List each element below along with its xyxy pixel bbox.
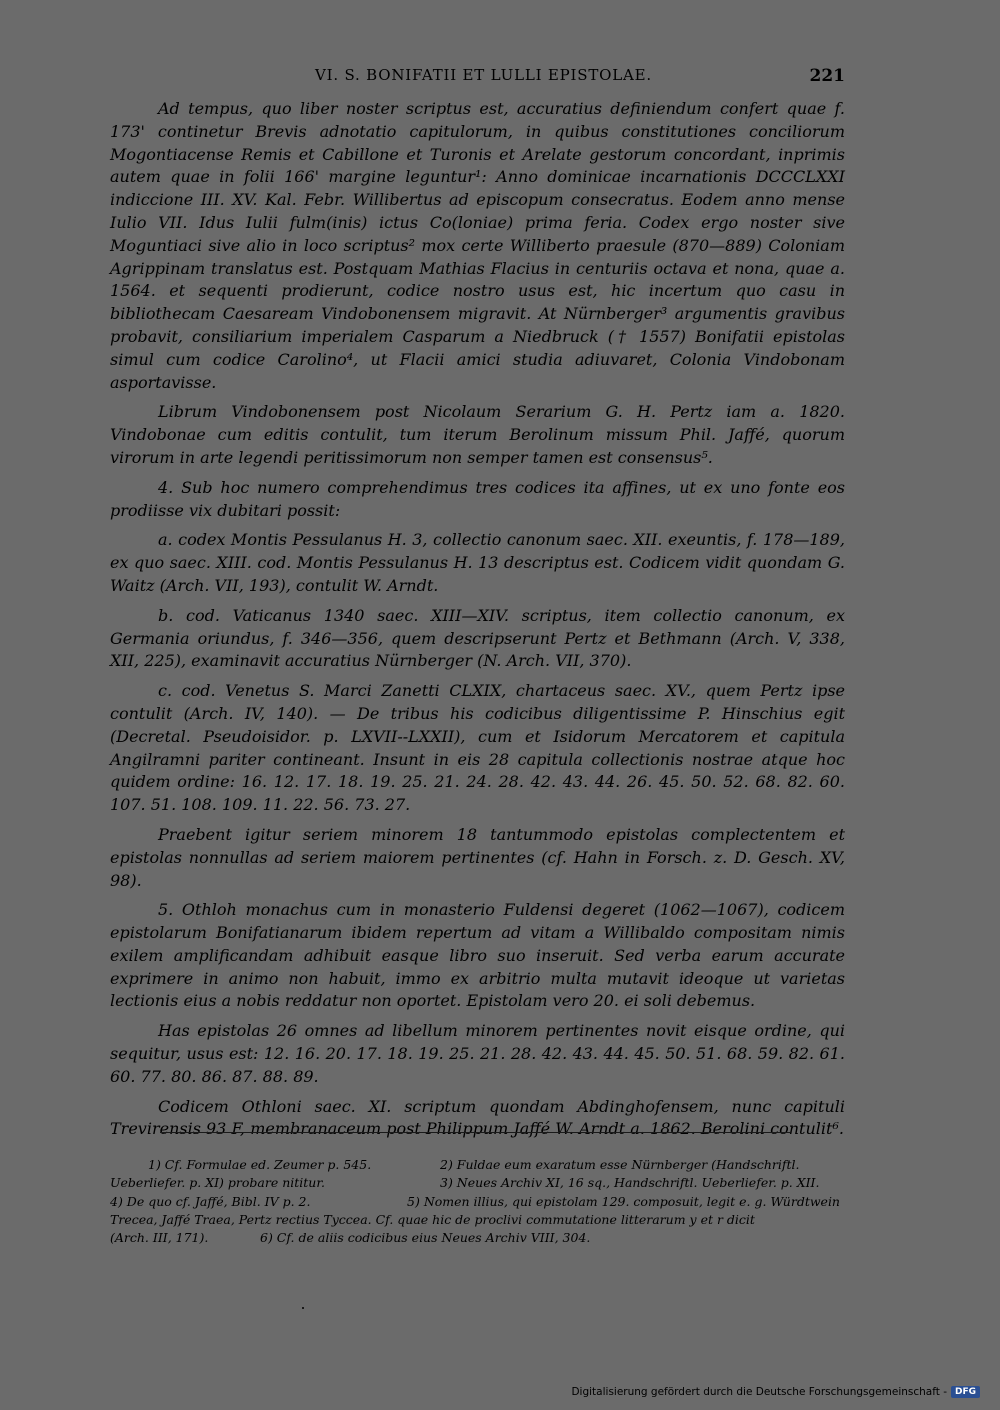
running-head: VI. S. BONIFATII ET LULLI EPISTOLAE. — [315, 66, 652, 84]
footnote-2-continued: Ueberliefer. p. XI) probare nititur. — [110, 1175, 325, 1191]
footnote-row — [110, 1156, 840, 1174]
footnote-row — [110, 1229, 840, 1247]
paragraph: b. cod. Vaticanus 1340 saec. XIII—XIV. scriptus, item collectio canonum, ex Germania oriundus, f. 346—356, quem descripserunt Pertz et Bethmann (Arch. V, 338, XII, 225), examinavit accuratius Nürnberger (N. Arch. VII, 370). — [110, 605, 845, 671]
dfg-logo: DFG — [951, 1386, 980, 1398]
page-header — [110, 62, 845, 92]
footnote-1: 1) Cf. Formulae ed. Zeumer p. 545. — [148, 1157, 372, 1172]
main-text — [110, 98, 845, 1148]
paragraph: Praebent igitur seriem minorem 18 tantummodo epistolas complectentem et epistolas nonnullas ad seriem maiorem pertinentes (cf. Hahn in Forsch. z. D. Gesch. XV, 98). — [110, 824, 845, 890]
footnote-4: 4) De quo cf. Jaffé, Bibl. IV p. 2. — [110, 1193, 311, 1209]
page-number: 221 — [809, 66, 845, 86]
paragraph: Has epistolas 26 omnes ad libellum minorem pertinentes novit eisque ordine, qui sequitur, usus est: 12. 16. 20. 17. 18. 19. 25. 21. 28. 42. 43. 44. 45. 50. 51. 68. 59. 82. 61. 60. 77. 80. 86. 87. 88. 89. — [110, 1021, 845, 1086]
footnote-3: 3) Neues Archiv XI, 16 sq., Handschriftl. Ueberliefer. p. XII. — [440, 1175, 820, 1191]
paragraph: Librum Vindobonensem post Nicolaum Serarium G. H. Pertz iam a. 1820. Vindobonae cum editis contulit, tum iterum Berolinum missum Phil. Jaffé, quorum virorum in arte legendi peritissimorum non semper tamen est consensus⁵. — [110, 402, 845, 467]
footnote-5-end: (Arch. III, 171). — [110, 1230, 209, 1246]
paragraph: Codicem Othloni saec. XI. scriptum quondam Abdinghofensem, nunc capituli Trevirensis 93 F, membranaceum post Philippum Jaffé W. Arndt a. 1862. Berolini contulit⁶. — [110, 1096, 845, 1139]
paragraph: a. codex Montis Pessulanus H. 3, collectio canonum saec. XII. exeuntis, f. 178—189, ex quo saec. XIII. cod. Montis Pessulanus H. 13 descriptus est. Codicem vidit quondam G. Waitz (Arch. VII, 193), contulit W. Arndt. — [110, 530, 845, 595]
footnote-separator — [160, 1132, 790, 1133]
funding-text: Digitalisierung gefördert durch die Deutsche Forschungsgemeinschaft - — [571, 1386, 947, 1398]
paragraph: Ad tempus, quo liber noster scriptus est, accuratius definiendum confert quae f. 173' continetur Brevis adnotatio capitulorum, in quibus constitutiones conciliorum Mogontiacense Remis et Cabillone et Turonis et Arelate gestorum concordant, inprimis autem quae in folii 166' margine leguntur¹: Anno dominicae incarnationis DCCCLXXI indiccione III. XV. Kal. Febr. Willibertus ad episcopum consecratus. Eodem anno mense Iulio VII. Idus Iulii fulm(inis) ictus Co(loniae) prima feria. Codex ergo noster sive Moguntiaci sive alio in loco scriptus² mox certe Williberto praesule (870—889) Coloniam Agrippinam translatus est. Postquam Mathias Flacius in centuriis octava et nona, quae a. 1564. et sequenti prodierunt, codice nostro usus est, hic incertum quo casu in bibliothecam Caesaream Vindobonensem migravit. At Nürnberger³ argumentis gravibus probavit, consiliarium imperialem Casparum a Niedbruck († 1557) Bonifatii epistolas simul cum codice Carolino⁴, ut Flacii amici studia adiuvaret, Colonia Vindobonam asportavisse. — [110, 99, 845, 392]
footnotes — [110, 1156, 840, 1247]
paragraph: 4. Sub hoc numero comprehendimus tres codices ita affines, ut ex uno fonte eos prodiisse vix dubitari possit: — [110, 477, 845, 520]
footnote-5-continued: Trecea, Jaffé Traea, Pertz rectius Tyccea. Cf. quae hic de proclivi commutatione litterarum y et r dicit — [110, 1211, 755, 1227]
footnote-5: 5) Nomen illius, qui epistolam 129. composuit, legit e. g. Würdtwein — [407, 1193, 840, 1209]
paragraph: c. cod. Venetus S. Marci Zanetti CLXIX, chartaceus saec. XV., quem Pertz ipse contulit (Arch. IV, 140). — De tribus his codicibus diligentissime P. Hinschius egit (Decretal. Pseudoisidor. p. LXVII--LXXII), cum et Isidorum Mercatorem et capitula Angilramni pariter contineant. Insunt in eis 28 capitula collectionis nostrae atque hoc quidem ordine: 16. 12. 17. 18. 19. 25. 21. 24. 28. 42. 43. 44. 26. 45. 50. 52. 68. 82. 60. 107. 51. 108. 109. 11. 22. 56. 73. 27. — [110, 681, 845, 815]
footnote-row — [110, 1193, 840, 1211]
footnote-row — [110, 1174, 840, 1192]
footnote-6: 6) Cf. de aliis codicibus eius Neues Archiv VIII, 304. — [260, 1230, 591, 1246]
footnote-2: 2) Fuldae eum exaratum esse Nürnberger (Handschriftl. — [440, 1157, 800, 1172]
funding-notice — [571, 1386, 980, 1398]
paragraph: 5. Othloh monachus cum in monasterio Fuldensi degeret (1062—1067), codicem epistolarum Bonifatianarum ibidem repertum ad vitam a Willibaldo compositam nimis exilem amplificandam adhibuit easque libro suo inseruit. Sed verba earum accurate exprimere in animo non habuit, immo ex arbitrio multa mutavit ideoque ut varietas lectionis eius a nobis reddatur non oportet. Epistolam vero 20. ei soli debemus. — [110, 900, 845, 1011]
speck — [302, 1307, 304, 1309]
